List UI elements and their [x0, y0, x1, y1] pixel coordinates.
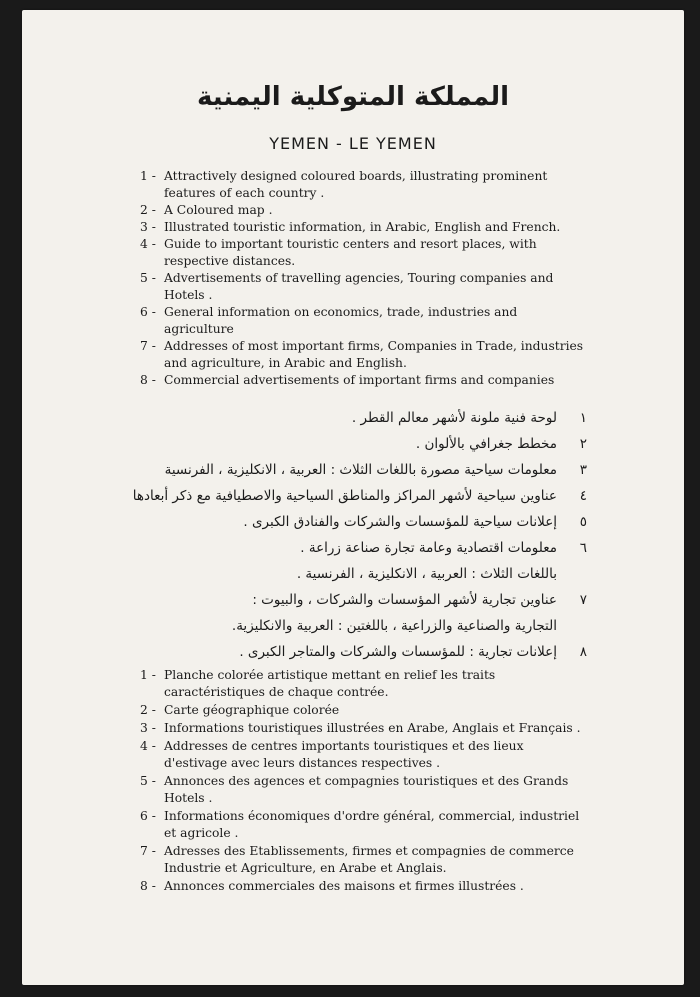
item-text: Carte géographique colorée: [164, 703, 340, 717]
item-number: 1 -: [140, 668, 156, 682]
list-item: [132, 639, 587, 665]
item-number: ٦: [579, 540, 587, 556]
item-number: 5 -: [140, 774, 156, 788]
item-text: Addresses de centres importants touristiques et des lieux d'estivage avec leurs distances respectives .: [164, 739, 524, 770]
item-number: 6 -: [140, 305, 156, 319]
item-number: ٣: [579, 462, 587, 478]
list-item: [140, 338, 585, 372]
item-text: Illustrated touristic information, in Arabic, English and French.: [164, 220, 561, 234]
french-list: [140, 667, 588, 896]
item-text: معلومات اقتصادية وعامة تجارة صناعة زراعة .: [300, 540, 557, 556]
item-text: لوحة فنية ملونة لأشهر معالم القطر .: [351, 410, 557, 426]
item-text: Commercial advertisements of important firms and companies: [164, 373, 555, 387]
arabic-title: المملكة المتوكلية اليمنية: [197, 82, 509, 112]
item-text: عناوين سياحية لأشهر المراكز والمناطق السياحية والاصطيافية مع ذكر أبعادها: [132, 488, 557, 504]
item-number: ٥: [579, 514, 587, 530]
list-item: [140, 702, 588, 719]
item-text: Planche colorée artistique mettant en relief les traits caractéristiques de chaque contrée.: [164, 668, 496, 699]
list-item: [140, 773, 588, 807]
item-text: Annonces des agences et compagnies touristiques et des Grands Hotels .: [164, 774, 569, 805]
list-item: [132, 535, 587, 587]
list-item: [140, 202, 585, 219]
list-item: [132, 509, 587, 535]
list-item: [140, 878, 588, 895]
item-text: عناوين تجارية لأشهر المؤسسات والشركات ، والبيوت :: [252, 592, 557, 608]
list-item: [140, 168, 585, 202]
item-number: 1 -: [140, 169, 156, 183]
list-item: [140, 372, 585, 389]
item-number: ٢: [579, 436, 587, 452]
list-item: [132, 405, 587, 431]
item-text: إعلانات سياحية للمؤسسات والشركات والفنادق الكبرى .: [243, 514, 557, 530]
item-text: Addresses of most important firms, Companies in Trade, industries and agriculture, in Arabic and English.: [164, 339, 584, 370]
item-number: 5 -: [140, 271, 156, 285]
item-text: إعلانات تجارية : للمؤسسات والشركات والمتاجر الكبرى .: [239, 644, 557, 660]
item-text: Informations touristiques illustrées en Arabe, Anglais et Français .: [164, 721, 581, 735]
list-item: [132, 431, 587, 457]
list-item: [140, 667, 588, 701]
list-item: [132, 587, 587, 639]
item-number: ٤: [579, 488, 587, 504]
list-item: [140, 843, 588, 877]
arabic-list: [132, 405, 587, 665]
list-item: [132, 457, 587, 483]
item-number: 8 -: [140, 879, 156, 893]
item-number: 2 -: [140, 703, 156, 717]
page-title: YEMEN - LE YEMEN: [269, 134, 437, 153]
item-text: General information on economics, trade, industries and agriculture: [164, 305, 518, 336]
list-item: [140, 236, 585, 270]
list-item: [132, 483, 587, 509]
item-number: 2 -: [140, 203, 156, 217]
item-number: ١: [579, 410, 587, 426]
item-text: معلومات سياحية مصورة باللغات الثلاث : العربية ، الانكليزية ، الفرنسية: [164, 462, 557, 478]
item-text: Advertisements of travelling agencies, Touring companies and Hotels .: [164, 271, 554, 302]
item-number: 3 -: [140, 721, 156, 735]
item-number: ٨: [579, 644, 587, 660]
list-item: [140, 219, 585, 236]
list-item: [140, 720, 588, 737]
item-text: Adresses des Etablissements, firmes et compagnies de commerce Industrie et Agriculture, en Arabe et Anglais.: [164, 844, 574, 875]
item-text-continued: التجارية والصناعية والزراعية ، باللغتين : العربية والانكليزية.: [231, 618, 557, 634]
item-text-continued: باللغات الثلاث : العربية ، الانكليزية ، الفرنسية .: [296, 566, 557, 582]
item-number: 7 -: [140, 844, 156, 858]
item-number: 4 -: [140, 237, 156, 251]
item-number: 6 -: [140, 809, 156, 823]
list-item: [140, 738, 588, 772]
item-number: 7 -: [140, 339, 156, 353]
list-item: [140, 270, 585, 304]
item-text: Attractively designed coloured boards, illustrating prominent features of each country .: [164, 169, 548, 200]
item-number: ٧: [579, 592, 587, 608]
item-number: 3 -: [140, 220, 156, 234]
item-number: 8 -: [140, 373, 156, 387]
list-item: [140, 808, 588, 842]
item-text: Guide to important touristic centers and resort places, with respective distances.: [164, 237, 537, 268]
english-list: [140, 168, 585, 389]
item-text: A Coloured map .: [164, 203, 273, 217]
item-text: مخطط جغرافي بالألوان .: [415, 436, 557, 452]
item-text: Annonces commerciales des maisons et firmes illustrées .: [164, 879, 524, 893]
item-text: Informations économiques d'ordre général, commercial, industriel et agricole .: [164, 809, 580, 840]
item-number: 4 -: [140, 739, 156, 753]
list-item: [140, 304, 585, 338]
printed-card: [22, 10, 684, 985]
